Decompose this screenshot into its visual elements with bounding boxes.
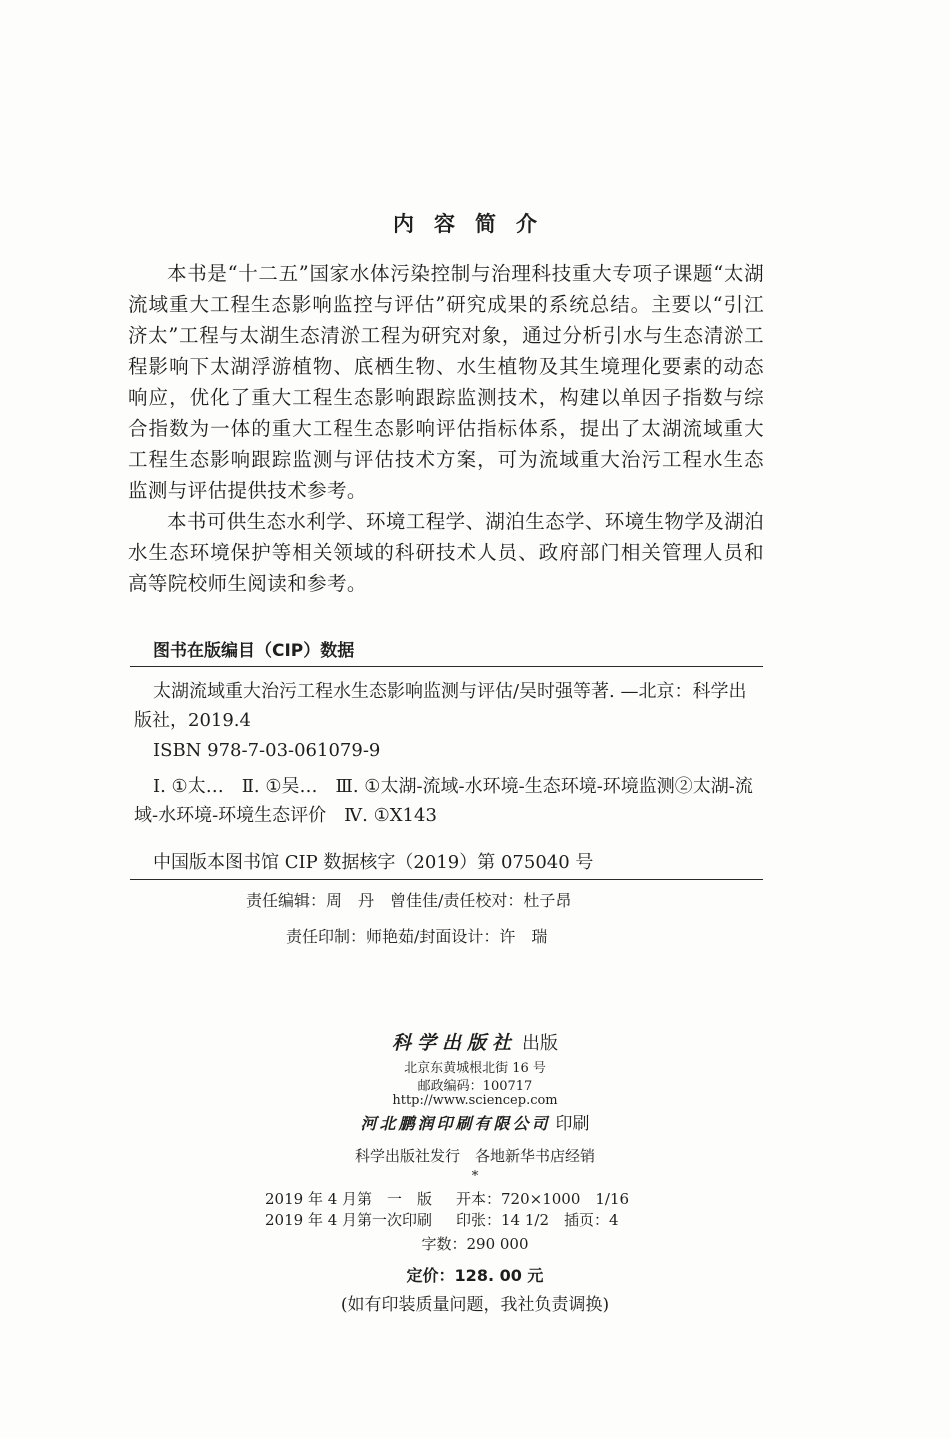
cip-library-line — [134, 848, 762, 877]
printer-name: 河北鹏润印刷有限公司 — [360, 1114, 551, 1133]
editors-line-1: 责任编辑：周 丹 曾佳佳/责任校对：杜子昂 — [246, 891, 572, 910]
edition-info: 2019 年 4 月第 一 版 — [265, 1190, 433, 1208]
publisher-address: 北京东黄城根北街 16 号 — [404, 1061, 546, 1076]
publisher-suffix: 出版 — [522, 1033, 559, 1054]
cip-classification-line — [134, 772, 762, 830]
cip-heading: 图书在版编目（CIP）数据 — [153, 641, 355, 661]
publisher-postcode: 邮政编码：100717 — [417, 1079, 533, 1094]
cip-title-text: 太湖流域重大治污工程水生态影响监测与评估/吴时强等著. —北京：科学出版社，2019.4 — [134, 681, 747, 731]
publisher-url: http://www.sciencep.com — [392, 1093, 558, 1108]
cip-classification: Ⅰ. ①太… Ⅱ. ①吴… Ⅲ. ①太湖-流域-水环境-生态环境-环境监测②太湖-流域-水环境-环境生态评价 Ⅳ. ①X143 — [134, 776, 753, 826]
printer-line — [0, 1109, 950, 1134]
intro-section — [128, 258, 764, 599]
cip-title-line — [134, 677, 762, 735]
intro-paragraph-2: 本书可供生态水利学、环境工程学、湖泊生态学、环境生物学及湖泊水生态环境保护等相关领域的科研技术人员、政府部门相关管理人员和高等院校师生阅读和参考。 — [128, 510, 765, 595]
cip-bottom-rule — [130, 879, 763, 880]
distribution-line: 科学出版社发行 各地新华书店经销 — [354, 1147, 595, 1165]
price: 定价：128. 00 元 — [406, 1266, 544, 1285]
publisher-name: 科学出版社 — [391, 1032, 517, 1054]
intro-paragraph-1: 本书是“十二五”国家水体污染控制与治理科技重大专项子课题“太湖流域重大工程生态影响监控与评估”研究成果的系统总结。主要以“引江济太”工程与太湖生态清淤工程为研究对象，通过分析引水与生态清淤工程影响下太湖浮游植物、底栖生物、水生植物及其生境理化要素的动态响应，优化了重大工程生态影响跟踪监测技术，构建以单因子指数与综合指数为一体的重大工程生态影响评估指标体系，提出了太湖流域重大工程生态影响跟踪监测与评估技术方案，可为流域重大治污工程水生态监测与评估提供技术参考。 — [128, 262, 764, 502]
printing-info: 2019 年 4 月第一次印刷 — [265, 1211, 433, 1229]
quality-note: (如有印装质量问题，我社负责调换) — [340, 1295, 610, 1315]
printer-suffix: 印刷 — [555, 1114, 590, 1134]
format-info: 开本：720×1000 1/16 — [456, 1190, 630, 1208]
word-count: 字数：290 000 — [421, 1235, 529, 1253]
intro-title: 内容简介 — [393, 212, 557, 236]
cip-isbn-line — [134, 736, 762, 765]
cip-library-number: 中国版本图书馆 CIP 数据核字（2019）第 075040 号 — [153, 852, 594, 873]
publisher-line — [0, 1028, 950, 1055]
separator-star: * — [471, 1169, 479, 1184]
editors-line-2: 责任印制：师艳茹/封面设计：许 瑞 — [286, 927, 548, 946]
sheets-info: 印张：14 1/2 插页：4 — [456, 1211, 619, 1229]
cip-top-rule — [130, 666, 763, 667]
cip-isbn: ISBN 978-7-03-061079-9 — [153, 740, 381, 761]
